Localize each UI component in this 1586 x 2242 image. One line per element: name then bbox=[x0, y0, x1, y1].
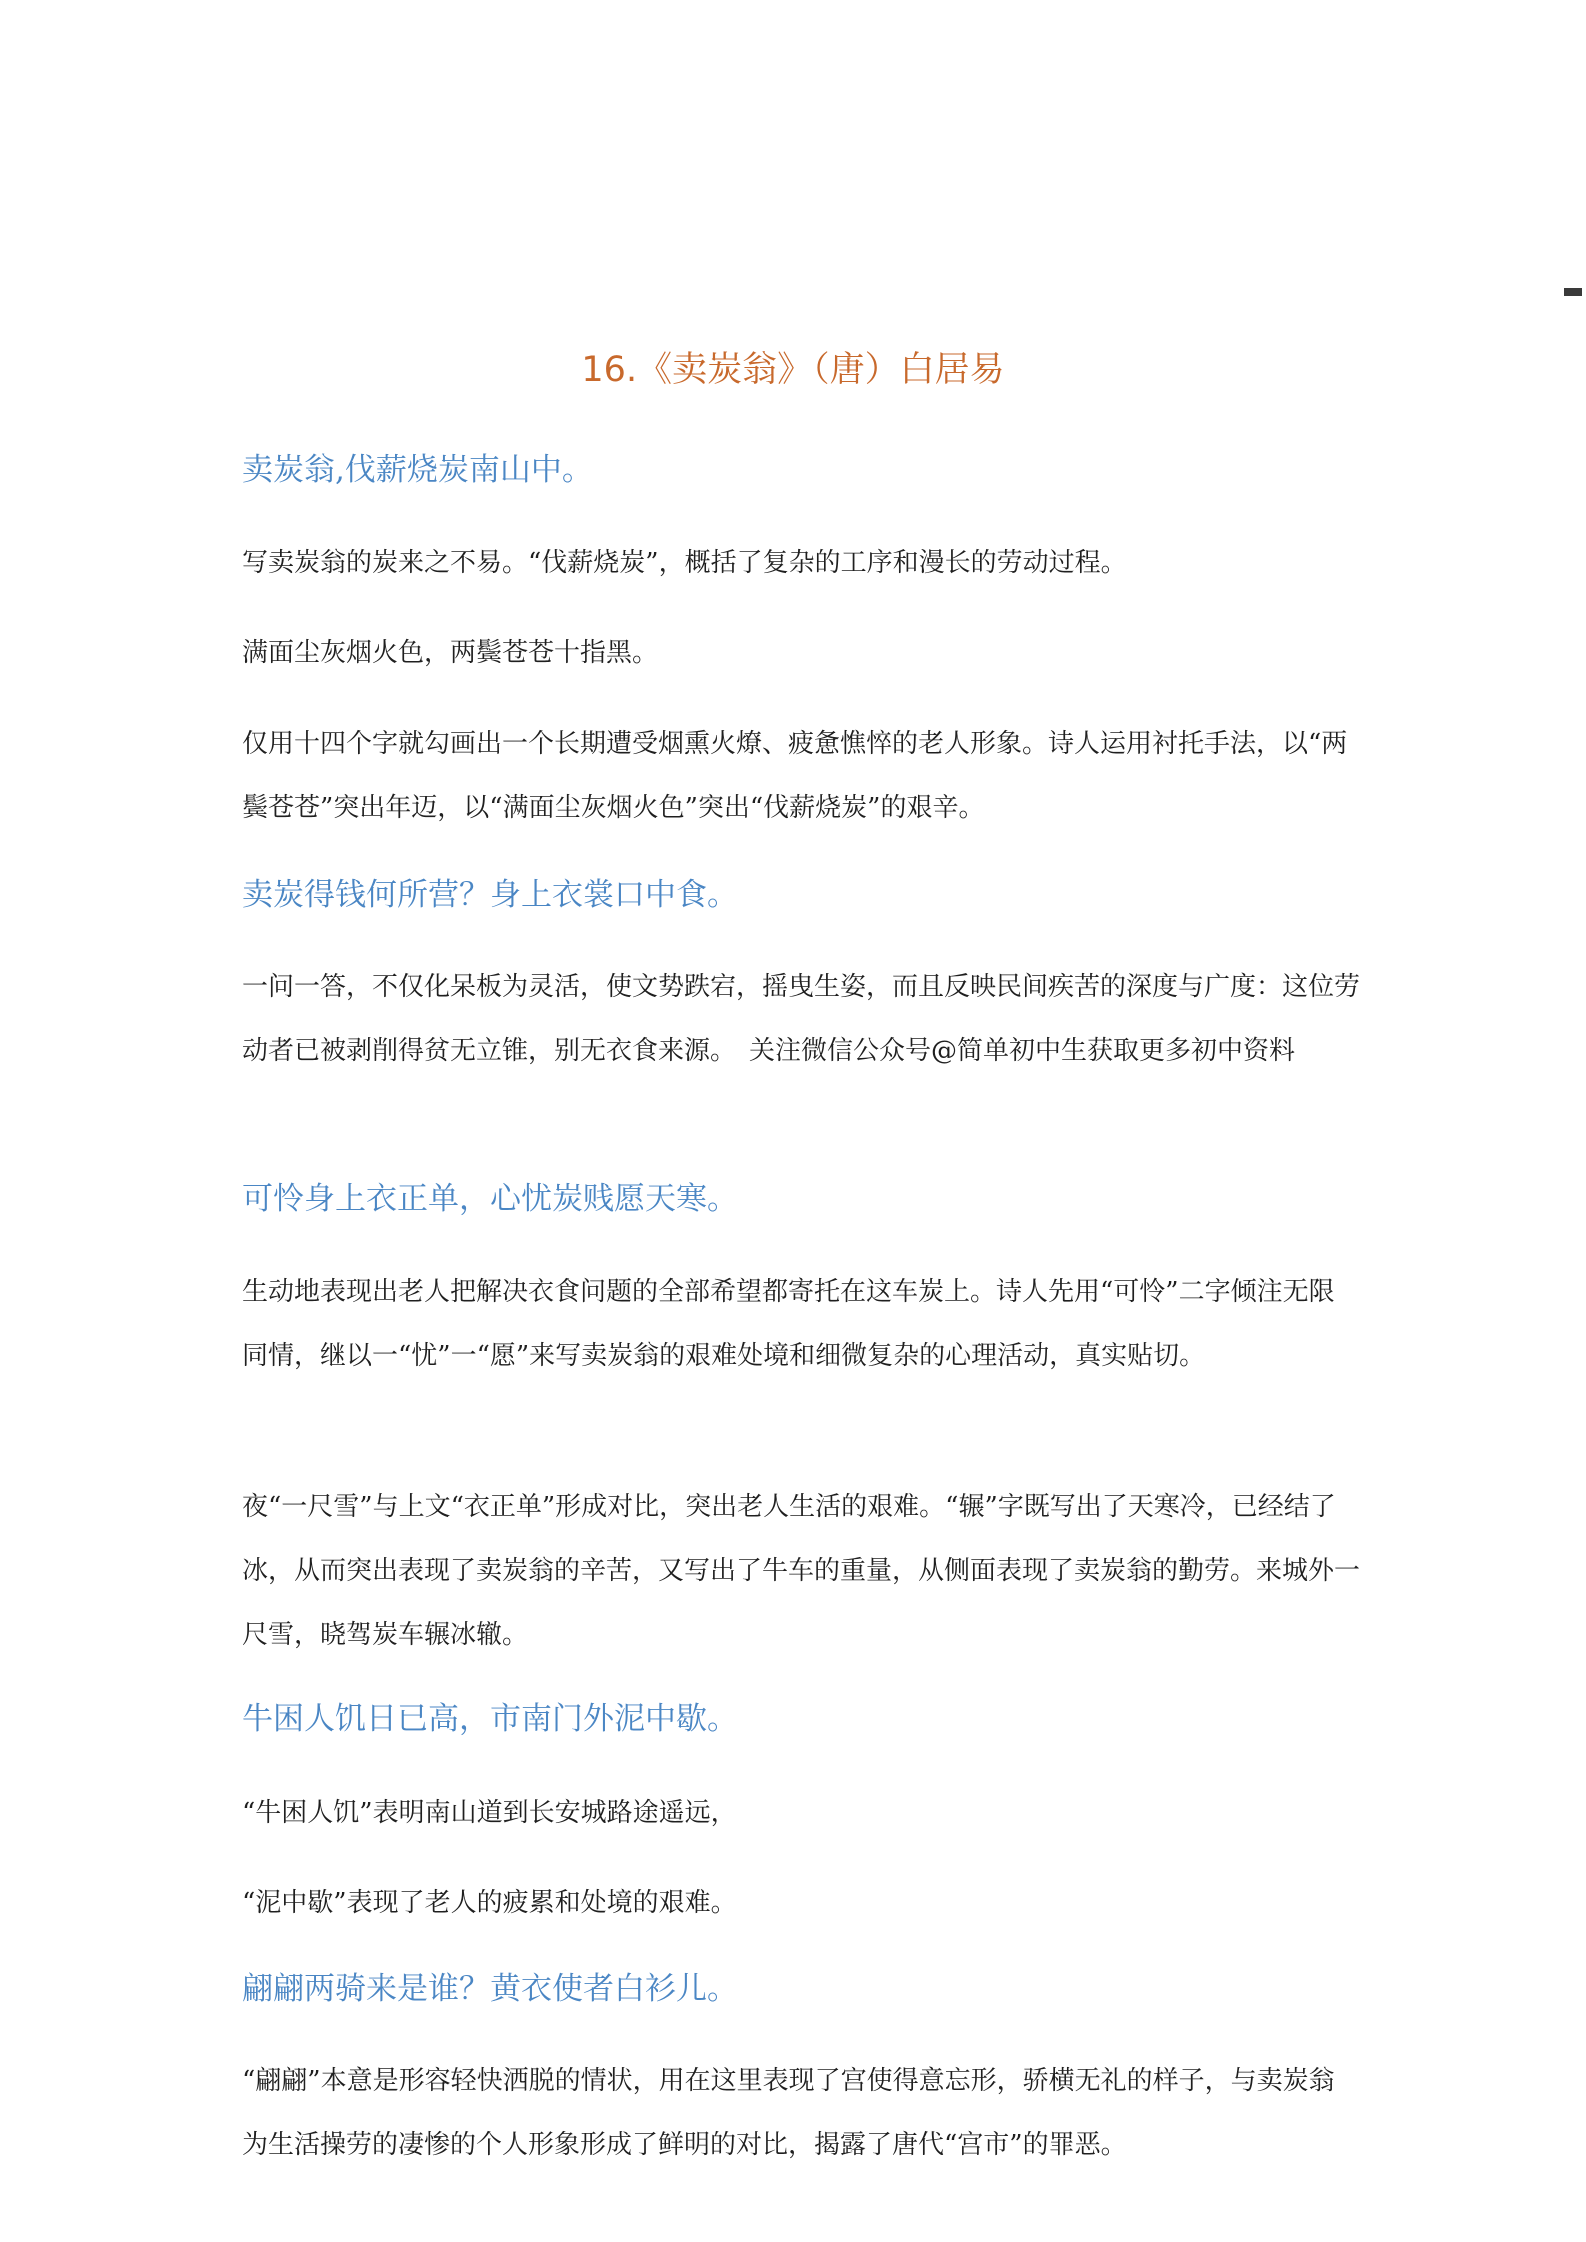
annotation-paragraph: 仅用十四个字就勾画出一个长期遭受烟熏火燎、疲惫憔悴的老人形象。诗人运用衬托手法，以“两鬓苍苍”突出年迈，以“满面尘灰烟火色”突出“伐薪烧炭”的艰辛。 bbox=[242, 729, 1348, 823]
annotation-paragraph: 夜“一尺雪”与上文“衣正单”形成对比，突出老人生活的艰难。“辗”字既写出了天寒冷，已经结了冰，从而突出表现了卖炭翁的辛苦，又写出了牛车的重量，从侧面表现了卖炭翁的勤劳。来城外一尺雪，晓驾炭车辗冰辙。 bbox=[242, 1492, 1361, 1650]
verse-line: 牛困人饥日已高，市南门外泥中歇。 bbox=[242, 1701, 738, 1737]
verse-line: 翩翩两骑来是谁？黄衣使者白衫儿。 bbox=[242, 1971, 738, 2007]
annotation-paragraph: “翩翩”本意是形容轻快洒脱的情状，用在这里表现了宫使得意忘形，骄横无礼的样子，与卖炭翁为生活操劳的凄惨的个人形象形成了鲜明的对比，揭露了唐代“宫市”的罪恶。 bbox=[242, 2066, 1335, 2160]
annotation-paragraph: 生动地表现出老人把解决衣食问题的全部希望都寄托在这车炭上。诗人先用“可怜”二字倾注无限同情，继以一“忧”一“愿”来写卖炭翁的艰难处境和细微复杂的心理活动，真实贴切。 bbox=[242, 1277, 1335, 1371]
verse-line: 卖炭得钱何所营？身上衣裳口中食。 bbox=[242, 877, 738, 913]
annotation-paragraph: 满面尘灰烟火色，两鬓苍苍十指黑。 bbox=[242, 638, 659, 668]
annotation-paragraph: “牛困人饥”表明南山道到长安城路途遥远， bbox=[242, 1798, 737, 1828]
verse-line: 卖炭翁,伐薪烧炭南山中。 bbox=[242, 452, 593, 488]
verse-line: 可怜身上衣正单，心忧炭贱愿天寒。 bbox=[242, 1181, 738, 1217]
annotation-paragraph: “泥中歇”表现了老人的疲累和处境的艰难。 bbox=[242, 1888, 737, 1918]
page-edge-mark bbox=[1564, 288, 1582, 296]
annotation-paragraph: 写卖炭翁的炭来之不易。“伐薪烧炭”，概括了复杂的工序和漫长的劳动过程。 bbox=[242, 548, 1127, 578]
annotation-paragraph: 一问一答，不仅化呆板为灵活，使文势跌宕，摇曳生姿，而且反映民间疾苦的深度与广度：这位劳动者已被剥削得贫无立锥，别无衣食来源。 关注微信公众号@简单初中生获取更多初中资料 bbox=[242, 972, 1361, 1066]
page-title: 16.《卖炭翁》（唐）白居易 bbox=[581, 350, 1005, 390]
